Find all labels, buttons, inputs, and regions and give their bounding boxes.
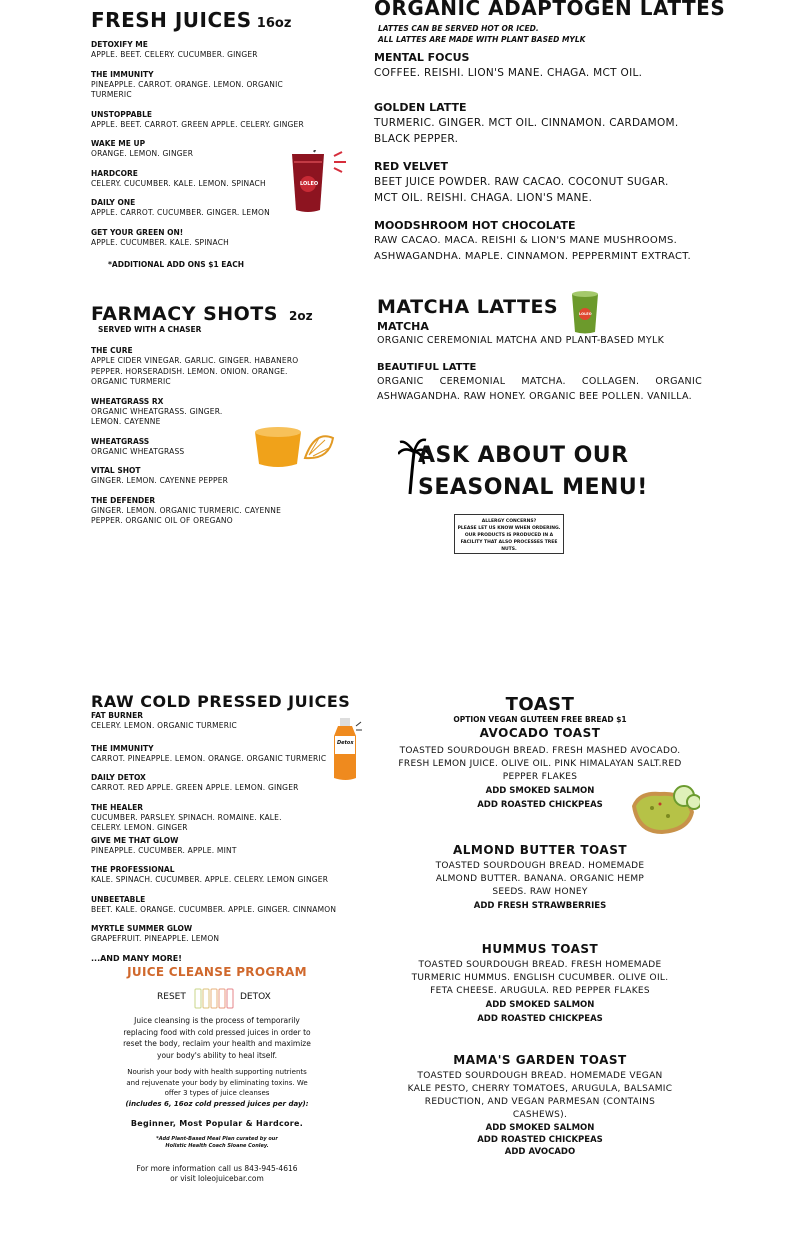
fresh-juices-section	[91, 8, 351, 270]
list-item: WHEATGRASS ORGANIC WHEATGRASS	[91, 436, 185, 456]
allergy-text: PLEASE LET US KNOW WHEN ORDERING. OUR PRODUCTS IS PRODUCED IN A FACILITY THAT ALSO PROCESSES TREE NUTS.	[457, 526, 561, 552]
list-item: FAT BURNER CELERY. LEMON. ORGANIC TURMERIC	[91, 711, 237, 730]
list-item: MYRTLE SUMMER GLOW GRAPEFRUIT. PINEAPPLE. LEMON	[91, 924, 220, 943]
and-many-more: ...AND MANY MORE!	[91, 953, 182, 963]
cleanse-paragraph-2-bold: (includes 6, 16oz cold pressed juices per day):	[125, 1099, 309, 1108]
farmacy-shots-size: 2oz	[289, 309, 313, 323]
list-item: HARDCORE CELERY. CUCUMBER. KALE. LEMON. SPINACH	[91, 168, 266, 188]
list-item: THE PROFESSIONAL KALE. SPINACH. CUCUMBER. APPLE. CELERY. LEMON GINGER	[91, 865, 329, 884]
matcha-section	[377, 296, 702, 417]
reset-label: RESET	[157, 992, 186, 1002]
bottle-label: Detox	[337, 740, 354, 746]
list-item: GET YOUR GREEN ON! APPLE. CUCUMBER. KALE. SPINACH	[91, 227, 229, 247]
cup-logo: LOLEO	[300, 181, 319, 187]
seasonal-line-2: SEASONAL MENU!	[418, 475, 648, 500]
list-item: THE DEFENDER GINGER. LEMON. ORGANIC TURMERIC. CAYENNE PEPPER. ORGANIC OIL OF OREGANO	[91, 495, 282, 525]
list-item: RED VELVET BEET JUICE POWDER. RAW CACAO. COCONUT SUGAR. MCT OIL. REISHI. CHAGA. LION'S MANE.	[374, 160, 669, 204]
contact-line-1: For more information call us 843-945-4616	[136, 1164, 298, 1173]
list-item: GOLDEN LATTE TURMERIC. GINGER. MCT OIL. CINNAMON. CARDAMOM. BLACK PEPPER.	[374, 101, 679, 145]
allergy-notice	[454, 514, 564, 554]
list-item: VITAL SHOT GINGER. LEMON. CAYENNE PEPPER	[91, 466, 229, 485]
fresh-juices-title: FRESH JUICES	[91, 8, 252, 32]
list-item: UNSTOPPABLE APPLE. BEET. CARROT. GREEN APPLE. CELERY. GINGER	[91, 109, 304, 129]
matcha-cup-image	[570, 290, 600, 334]
toast-section	[400, 694, 680, 1158]
list-item: DAILY DETOX CARROT. RED APPLE. GREEN APPLE. LEMON. GINGER	[91, 773, 299, 792]
list-item: MENTAL FOCUS COFFEE. REISHI. LION'S MANE. CHAGA. MCT OIL.	[374, 51, 643, 79]
avocado-toast-image	[630, 782, 700, 838]
toast-item-avocado: AVOCADO TOAST TOASTED SOURDOUGH BREAD. FRESH MASHED AVOCADO. FRESH LEMON JUICE. OLIVE OIL. PINK HIMALAYAN SALT.RED PEPPER FLAKES ADD SMOKED SALMON ADD ROASTED CHICKPEAS	[398, 726, 682, 810]
juice-bottle-image	[330, 718, 362, 782]
red-juice-cup-image	[288, 150, 348, 214]
detox-label: DETOX	[240, 992, 271, 1002]
list-item: GIVE ME THAT GLOW PINEAPPLE. CUCUMBER. APPLE. MINT	[91, 835, 237, 855]
shot-orange-image	[253, 424, 335, 470]
toast-title: TOAST	[505, 694, 575, 715]
toast-item-hummus: HUMMUS TOAST TOASTED SOURDOUGH BREAD. FRESH HOMEMADE TURMERIC HUMMUS. ENGLISH CUCUMBER. OLIVE OIL. FETA CHEESE. ARUGULA. RED PEPPER FLAKES ADD SMOKED SALMON ADD ROASTED CHICKPEAS	[411, 942, 669, 1024]
lattes-note-2: ALL LATTES ARE MADE WITH PLANT BASED MYLK	[378, 35, 586, 44]
bottles-icon	[194, 985, 236, 1009]
list-item: THE CURE APPLE CIDER VINEGAR. GARLIC. GINGER. HABANERO PEPPER. HORSERADISH. LEMON. ONION. ORANGE. ORGANIC TURMERIC	[91, 346, 299, 386]
farmacy-shots-title: FARMACY SHOTS	[91, 303, 278, 325]
list-item: MOODSHROOM HOT CHOCOLATE RAW CACAO. MACA. REISHI & LION'S MANE MUSHROOMS. ASHWAGANDHA. MAPLE. CINNAMON. PEPPERMINT EXTRACT.	[374, 219, 691, 262]
toast-option: OPTION VEGAN GLUTEEN FREE BREAD $1	[453, 715, 627, 724]
fresh-juices-size: 16oz	[256, 16, 292, 31]
list-item: WHEATGRASS RX ORGANIC WHEATGRASS. GINGER. LEMON. CAYENNE	[91, 396, 223, 426]
cleanse-paragraph-1: Juice cleansing is the process of temporarily replacing food with cold pressed juices in order to reset the body, reclaim your health and maximize your body's ability to heal itself.	[123, 1016, 311, 1060]
seasonal-line-1: ASK ABOUT OUR	[418, 443, 629, 468]
lattes-note-1: LATTES CAN BE SERVED HOT OR ICED.	[378, 24, 539, 33]
list-item: THE HEALER CUCUMBER. PARSLEY. SPINACH. ROMAINE. KALE. CELERY. LEMON. GINGER	[91, 802, 282, 832]
matcha-cup-logo: LOLEO	[579, 312, 592, 316]
lattes-section	[374, 0, 726, 278]
matcha-title: MATCHA LATTES	[377, 296, 559, 318]
cleanse-levels: Beginner, Most Popular & Hardcore.	[130, 1119, 304, 1128]
seasonal-menu-callout	[418, 440, 648, 504]
farmacy-shots-section	[91, 303, 321, 536]
list-item: WAKE ME UP ORANGE. LEMON. GINGER	[91, 139, 194, 158]
list-item: UNBEETABLE BEET. KALE. ORANGE. CUCUMBER. APPLE. GINGER. CINNAMON	[91, 894, 337, 914]
reset-detox-graphic	[122, 985, 312, 1009]
list-item: MATCHA ORGANIC CEREMONIAL MATCHA AND PLANT-BASED MYLK	[377, 320, 665, 346]
list-item: DETOXIFY ME APPLE. BEET. CELERY. CUCUMBER. GINGER	[91, 40, 258, 59]
cleanse-title: JUICE CLEANSE PROGRAM	[127, 965, 307, 979]
list-item: DAILY ONE APPLE. CARROT. CUCUMBER. GINGER. LEMON	[91, 198, 270, 217]
allergy-title: ALLERGY CONCERNS?	[481, 519, 537, 524]
fresh-juices-list	[91, 40, 351, 248]
toast-item-almond: ALMOND BUTTER TOAST TOASTED SOURDOUGH BREAD. HOMEMADE ALMOND BUTTER. BANANA. ORGANIC HEMP SEEDS. RAW HONEY ADD FRESH STRAWBERRIES	[435, 843, 645, 911]
meal-plan-note: *Add Plant-Based Meal Plan curated by our Holistic Health Coach Sloane Conley.	[156, 1136, 278, 1149]
juice-cleanse-section	[122, 965, 312, 1184]
farmacy-shots-subtitle: SERVED WITH A CHASER	[98, 325, 202, 334]
list-item: THE IMMUNITY CARROT. PINEAPPLE. LEMON. ORANGE. ORGANIC TURMERIC	[91, 743, 327, 763]
cleanse-paragraph-2: Nourish your body with health supporting nutrients and rejuvenate your body by eliminating toxins. We offer 3 types of juice cleanses	[126, 1068, 308, 1097]
contact-line-2: or visit loleojuicebar.com	[170, 1174, 264, 1183]
raw-juices-title: RAW COLD PRESSED JUICES	[91, 692, 351, 711]
add-ons-note: *ADDITIONAL ADD ONS $1 EACH	[108, 260, 245, 269]
raw-juices-section	[91, 692, 351, 964]
toast-item-mamas-garden: MAMA'S GARDEN TOAST TOASTED SOURDOUGH BREAD. HOMEMADE VEGAN KALE PESTO, CHERRY TOMATOES, ARUGULA, BALSAMIC REDUCTION, AND VEGAN PARMESAN (CONTAINS CASHEWS). ADD SMOKED SALMON ADD ROASTED CHICKPEAS ADD AVOCADO	[407, 1053, 673, 1157]
list-item: THE IMMUNITY PINEAPPLE. CARROT. ORANGE. LEMON. ORGANIC TURMERIC	[91, 69, 283, 99]
lattes-title: ORGANIC ADAPTOGEN LATTES	[374, 0, 726, 20]
list-item: BEAUTIFUL LATTE ORGANIC CEREMONIAL MATCHA. COLLAGEN. ORGANIC ASHWAGANDHA. RAW HONEY. ORGANIC BEE POLLEN. VANILLA.	[377, 362, 702, 402]
